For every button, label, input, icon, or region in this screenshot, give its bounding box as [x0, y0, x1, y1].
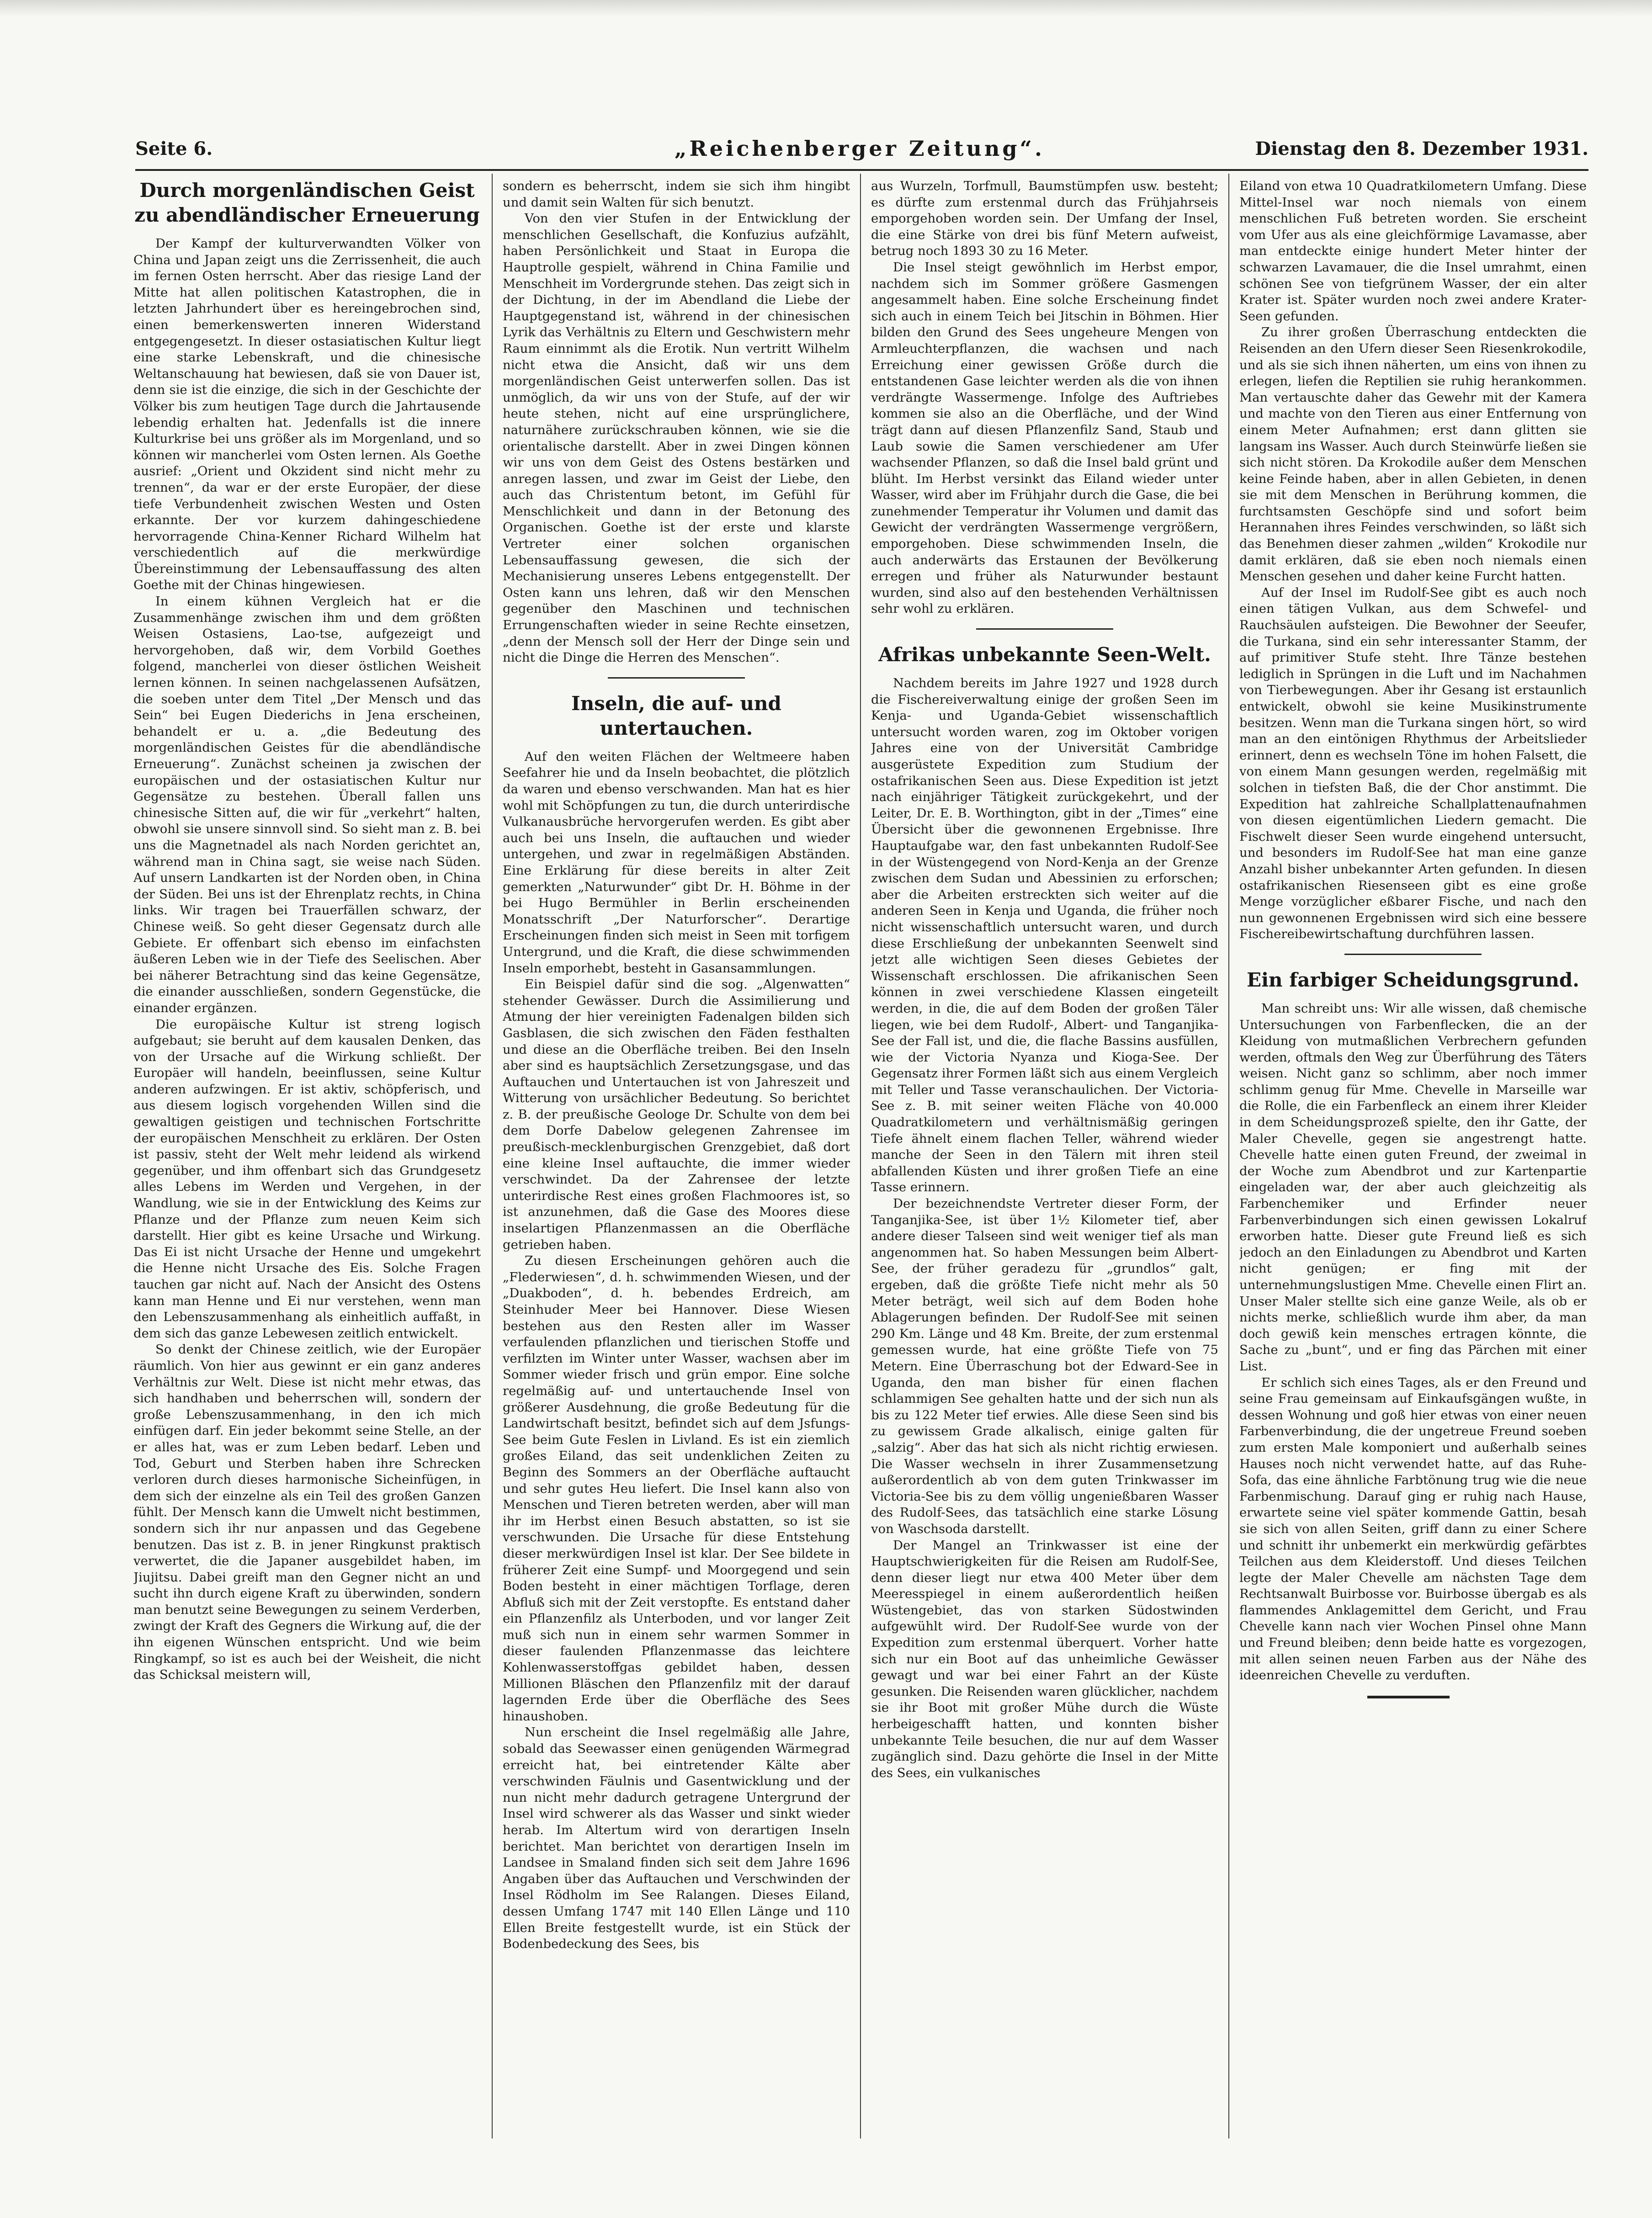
article-paragraph: aus Wurzeln, Torfmull, Baumstümpfen usw. besteht; es dürfte zum erstenmal durch das Frühjahrseis emporgehoben worden sein. Der Umfang der Insel, die eine Stärke von drei bis fünf Metern aufweist, betrug noch 1893 30 zu 16 Meter. [871, 179, 1218, 259]
scan-edge [0, 0, 1652, 16]
page-header [135, 133, 1588, 170]
column-divider [860, 174, 861, 2138]
article-title: Ein farbiger Scheidungsgrund. [1247, 968, 1579, 991]
article-paragraph: Nun erscheint die Insel regelmäßig alle Jahre, sobald das Seewasser einen genügenden Wärmegrad erreicht hat, bei eintretender Kälte aber verschwinden Fäulnis und Gasentwicklung und der nun nicht mehr dadurch getragene Untergrund der Insel wird schwerer als das Wasser und sinkt wieder herab. Im Altertum wird von derartigen Inseln berichtet. Man berichtet von derartigen Inseln im Landsee in Smaland finden sich seit dem Jahre 1696 Angaben über das Auftauchen und Verschwinden der Insel Rödholm im See Ralangen. Dieses Eiland, dessen Umfang 1747 mit 140 Ellen Länge und 110 Ellen Breite festgestellt wurde, ist ein Stück der Bodenbedeckung des Sees, bis [503, 1725, 850, 1952]
article-paragraph: Von den vier Stufen in der Entwicklung der menschlichen Gesellschaft, die Konfuzius aufzählt, haben Persönlichkeit und Staat in Europa die Hauptrolle gespielt, während in China Familie und Menschheit im Vordergrunde stehen. Das zeigt sich in der Dichtung, in der im Abendland die Liebe der Hauptgegenstand ist, während in der chinesischen Lyrik das Verhältnis zu Eltern und Geschwistern mehr Raum einnimmt als die Erotik. Nun vertritt Wilhelm nicht etwa die Ansicht, daß wir uns dem morgenländischen Geist unterwerfen sollen. Das ist unmöglich, da wir uns von der Stufe, auf der wir heute stehen, nicht auf eine ursprünglichere, naturnähere zurückschrauben können, wie sie die orientalische darstellt. Aber in zwei Dingen können wir uns von dem Geist des Ostens bestärken und anregen lassen, und zwar im Geist der Liebe, den auch das Christentum betont, im Gefühl für Menschlichkeit und dann in der Betonung des Organischen. Goethe ist der erste und klarste Vertreter einer solchen organischen Lebensauffassung gewesen, die sich der Mechanisierung unseres Lebens entgegenstellt. Der Osten kann uns lehren, daß wir den Menschen gegenüber den Maschinen und technischen Errungenschaften wieder in seine Rechte einsetzen, „denn der Mensch soll der Herr der Dinge sein und nicht die Dinge die Herren des Menschen“. [503, 211, 850, 665]
article-paragraph: Der Mangel an Trinkwasser ist eine der Hauptschwierigkeiten für die Reisen am Rudolf-See, denn dieser liegt nur etwa 400 Meter über dem Meeresspiegel in einem außerordentlich heißen Wüstengebiet, das von starken Südostwinden aufgewühlt wird. Der Rudolf-See wurde von der Expedition zum erstenmal überquert. Vorher hatte sich nur ein Boot auf das unheimliche Gewässer gewagt und war bei einer Fahrt an der Küste gesunken. Die Reisenden waren glücklicher, nachdem sie ihr Boot mit großer Mühe durch die Wüste herbeigeschafft hatten, und konnten bisher unbekannte Teile besuchen, die nur auf dem Wasser zugänglich sind. Dazu gehörte die Insel in der Mitte des Sees, ein vulkanisches [871, 1538, 1218, 1780]
article-paragraph: Auf den weiten Flächen der Weltmeere haben Seefahrer hie und da Inseln beobachtet, die plötzlich da waren und ebenso verschwanden. Man hat es hier wohl mit Schöpfungen zu tun, die durch unterirdische Vulkanausbrüche hervorgerufen werden. Es gibt aber auch bei uns Inseln, die auftauchen und wieder untergehen, und zwar in regelmäßigen Abständen. Eine Erklärung für diese bereits in alter Zeit gemerkten „Naturwunder“ gibt Dr. H. Böhme in der bei Hugo Bermühler in Berlin erscheinenden Monatsschrift „Der Naturforscher“. Derartige Erscheinungen finden sich meist in Seen mit torfigem Untergrund, und die Kraft, die diese schwimmenden Inseln emporhebt, besteht in Gasansammlungen. [503, 749, 850, 976]
article-paragraph: Man schreibt uns: Wir alle wissen, daß chemische Untersuchungen von Farbenflecken, die an der Kleidung von mutmaßlichen Verbrechern gefunden werden, oftmals den Weg zur Überführung des Täters weisen. Nicht ganz so schlimm, aber noch immer schlimm genug für Mme. Chevelle in Marseille war die Rolle, die ein Farbenfleck an einem ihrer Kleider in dem Scheidungsprozeß spielte, den ihr Gatte, der Maler Chevelle, gegen sie angestrengt hatte. Chevelle hatte einen guten Freund, der zweimal in der Woche zum Abendbrot und zur Kartenpartie eingeladen war, der aber auch gleichzeitig als Farbenchemiker und Erfinder neuer Farbenverbindungen sich einen gewissen Lokalruf erworben hatte. Dieser gute Freund ließ es sich jedoch an den Einladungen zu Abendbrot und Karten nicht genügen; er fing mit der unternehmungslustigen Mme. Chevelle einen Flirt an. Unser Maler stellte sich eine ganze Weile, als ob er nichts merke, schließlich wurde ihm aber, da man doch gewiß kein mensches ertragen könnte, die Sache zu „bunt“, und er fing das Pärchen mit einer List. [1239, 1001, 1587, 1374]
article-paragraph: In einem kühnen Vergleich hat er die Zusammenhänge zwischen ihm und dem größten Weisen Ostasiens, Lao-tse, aufgezeigt und hervorgehoben, daß wir, dem Vorbild Goethes folgend, mancherlei von dieser östlichen Weisheit lernen können. In seinen nachgelassenen Aufsätzen, die soeben unter dem Titel „Der Mensch und das Sein“ bei Eugen Diederichs in Jena erscheinen, behandelt er u. a. „die Bedeutung des morgenländischen Geistes für die abendländische Erneuerung“. Zunächst scheinen ja zwischen der europäischen und der ostasiatischen Kultur nur Gegensätze zu bestehen. Überall fallen uns chinesische Sitten auf, die wir für „verkehrt“ halten, obwohl sie unsere sinnvoll sind. So sieht man z. B. bei uns die Magnetnadel als nach Norden gerichtet an, während man in China sagt, sie weise nach Süden. Auf unsern Landkarten ist der Norden oben, in China der Süden. Bei uns ist der Ehrenplatz rechts, in China links. Wir tragen bei Trauerfällen schwarz, der Chinese weiß. So geht dieser Gegensatz durch alle Gebiete. Er offenbart sich ebenso im einfachsten äußeren Leben wie in der Tiefe des Seelischen. Aber bei näherer Betrachtung sind das keine Gegensätze, die einander ausschließen, sondern Gegenstücke, die einander ergänzen. [133, 594, 481, 1015]
header-rule [135, 169, 1588, 171]
article-separator [976, 628, 1113, 630]
article-title: Afrikas unbekannte Seen-Welt. [878, 643, 1211, 666]
page-number: Seite 6. [135, 138, 213, 159]
article-paragraph: Die Insel steigt gewöhnlich im Herbst empor, nachdem sich im Sommer größere Gasmengen angesammelt haben. Eine solche Erscheinung findet sich auch in einem Teich bei Jitschin in Böhmen. Hier bilden den Grund des Sees ungeheure Mengen von Armleuchterpflanzen, die wachsen und nach Erreichung einer gewissen Größe durch die entstandenen Gase leichter werden als die von ihnen verdrängte Wassermenge. Infolge des Auftriebes kommen sie also an die Oberfläche, und der Wind trägt dann auf diesen Pflanzenfilz Sand, Staub und Laub sowie die Samen verschiedener am Ufer wachsender Pflanzen, so daß die Insel bald grünt und blüht. Im Herbst versinkt das Eiland wieder unter Wasser, wird aber im Frühjahr durch die Gase, die bei zunehmender Temperatur ihr Volumen und damit das Gewicht der verdrängten Wassermenge vergrößern, emporgehoben. Diese schwimmenden Inseln, die auch anderwärts das Erstaunen der Bevölkerung erregen und früher als Naturwunder bestaunt wurden, sind also auf den bestehenden Verhältnissen sehr wohl zu erklären. [871, 260, 1218, 616]
end-mark [1367, 1696, 1450, 1698]
article-separator [608, 677, 745, 679]
article-paragraph: Ein Beispiel dafür sind die sog. „Algenwatten“ stehender Gewässer. Durch die Assimilierung und Atmung der hier vereinigten Fadenalgen bilden sich Gasblasen, die sich zwischen den Fäden festhalten und diese an die Oberfläche treiben. Bei den Inseln aber sind es hauptsächlich Zersetzungsgase, und das Auftauchen und Untertauchen ist von Jahreszeit und Witterung von ursächlicher Bedeutung. So berichtet z. B. der preußische Geologe Dr. Schulte von dem bei dem Dorfe Dabelow gelegenen Zahrensee im preußisch-mecklenburgischen Grenzgebiet, daß dort eine kleine Insel auftauchte, die immer wieder verschwindet. Da der Zahrensee der letzte unterirdische Rest eines großen Flachmoores ist, so ist anzunehmen, daß die Gase des Moores diese inselartigen Pflanzenmassen an die Oberfläche getrieben haben. [503, 977, 850, 1252]
article-paragraph: Zu ihrer großen Überraschung entdeckten die Reisenden an den Ufern dieser Seen Riesenkrokodile, und als sie sich ihnen näherten, um eins von ihnen zu erlegen, liefen die Reptilien sie ruhig herankommen. Man vertauschte daher das Gewehr mit der Kamera und machte von den Tieren aus einer Entfernung von einem Meter Aufnahmen; erst dann glitten sie langsam ins Wasser. Auch durch Steinwürfe ließen sie sich nicht stören. Da Krokodile außer dem Menschen keine Feinde haben, aber in allen Gebieten, in denen sie mit dem Menschen in Berührung kommen, die furchtsamsten Geschöpfe sind und sofort beim Herannahen ihres Feindes verschwinden, so läßt sich das Benehmen dieser zahmen „wilden“ Krokodile nur damit erklären, daß sie eben noch niemals einen Menschen gesehen und daher keine Furcht hatten. [1239, 325, 1587, 584]
article-paragraph: Auf der Insel im Rudolf-See gibt es auch noch einen tätigen Vulkan, aus dem Schwefel- und Rauchsäulen aufsteigen. Die Bewohner der Seeufer, die Turkana, sind ein sehr interessanter Stamm, der auf primitiver Stufe steht. Ihre Tänze bestehen lediglich in Sprüngen in die Luft und im Nachahmen von Tierbewegungen. Aber ihr Gesang ist erstaunlich entwickelt, obwohl sie keine Musikinstrumente besitzen. Wenn man die Turkana singen hört, so wird man an den eintönigen Rhythmus der Arbeitslieder erinnert, denn es wechseln Töne im hohen Falsett, die von einem Mann gesungen werden, regelmäßig mit solchen in tiefsten Baß, die der Chor anstimmt. Die Expedition hat zahlreiche Schallplattenaufnahmen von diesen eigentümlichen Liedern gemacht. Die Fischwelt dieser Seen wurde eingehend untersucht, und besonders im Rudolf-See hat man eine ganze Anzahl bisher unbekannter Arten gefunden. In diesen ostafrikanischen Riesenseen gibt es eine große Menge vorzüglicher eßbarer Fische, und nach den nun gewonnenen Ergebnissen wird sich eine bessere Fischereibewirtschaftung durchführen lassen. [1239, 585, 1587, 942]
article-paragraph: Zu diesen Erscheinungen gehören auch die „Flederwiesen“, d. h. schwimmenden Wiesen, und der „Duakboden“, d. h. bebendes Erdreich, am Steinhuder Meer bei Hannover. Diese Wiesen bestehen aus den Resten aller im Wasser verfaulenden pflanzlichen und tierischen Stoffe und verfilzten im Winter unter Wasser, wachsen aber im Sommer wieder frisch und grün empor. Eine solche regelmäßig auf- und untertauchende Insel von größerer Ausdehnung, die große Bedeutung für die Landwirtschaft besitzt, befindet sich auf dem Jsfungs-See beim Gute Feslen in Livland. Es ist ein ziemlich großes Eiland, das seit undenklichen Zeiten zu Beginn des Sommers an der Oberfläche auftaucht und sehr gutes Heu liefert. Die Insel kann also von Menschen und Tieren betreten werden, aber will man ihr im Herbst einen Besuch abstatten, so ist sie verschwunden. Die Ursache für diese Entstehung dieser merkwürdigen Insel ist klar. Der See bildete in früherer Zeit eine Sumpf- und Moorgegend und sein Boden besteht in einer mächtigen Torflage, deren Abfluß sich mit der Zeit verstopfte. Es entstand daher ein Pflanzenfilz als Unterboden, und vor langer Zeit muß sich nun in einem sehr warmen Sommer in dieser faulenden Pflanzenmasse das leichtere Kohlenwasserstoffgas gebildet haben, dessen Millionen Bläschen den Pflanzenfilz mit der darauf lagernden Erde über die Oberfläche des Sees hinaushoben. [503, 1253, 850, 1724]
masthead-title: „Reichenberger Zeitung“. [675, 136, 1045, 161]
article-paragraph: Er schlich sich eines Tages, als er den Freund und seine Frau gemeinsam auf Einkaufsgängen wußte, in dessen Wohnung und goß hier etwas von einer neuen Farbenverbindung, die der ungetreue Freund soeben zum ersten Male komponiert und außerhalb seines Hauses noch nicht verwendet hatte, auf das Ruhe-Sofa, das eine ähnliche Farbtönung trug wie die neue Farbenmischung. Darauf ging er ruhig nach Hause, erwartete seine viel später kommende Gattin, besah sie sich von allen Seiten, griff dann zu einer Schere und schnitt ihr unbemerkt ein merkwürdig gefärbtes Teilchen aus dem Kleiderstoff. Und dieses Teilchen legte der Maler Chevelle am nächsten Tage dem Rechtsanwalt Buirbosse vor. Buirbosse übergab es als flammendes Anklagemittel dem Gericht, und Frau Chevelle kann nach vier Wochen Pinsel ohne Mann und Freund bleiben; denn beide hatte es vorgezogen, mit allen seinen neuen Farben aus der Nähe des ideenreichen Chevelle zu verduften. [1239, 1375, 1587, 1683]
article-paragraph: Der bezeichnendste Vertreter dieser Form, der Tanganjika-See, ist über 1½ Kilometer tief, aber andere dieser Talseen sind weit weniger tief als man angenommen hat. So haben Messungen beim Albert-See, der früher geradezu für „grundlos“ galt, ergeben, daß die größte Tiefe nicht mehr als 50 Meter beträgt, weil sich auf dem Boden hohe Ablagerungen befinden. Der Rudolf-See mit seinen 290 Km. Länge und 48 Km. Breite, der zum erstenmal gemessen wurde, hat eine größte Tiefe von 75 Metern. Eine Überraschung bot der Edward-See in Uganda, den man bisher für einen flachen schlammigen See gehalten hatte und der sich nun als bis zu 122 Meter tief erwies. Alle diese Seen sind bis zu gewissem Grade alkalisch, einige galten für „salzig“. Aber das hat sich als nicht richtig erwiesen. Die Wasser wechseln in ihrer Zusammensetzung außerordentlich ab von dem guten Trinkwasser im Victoria-See bis zu dem völlig ungenießbaren Wasser des Rudolf-Sees, das tatsächlich eine starke Lösung von Waschsoda darstellt. [871, 1196, 1218, 1536]
column-4 [1239, 178, 1587, 2143]
article-paragraph: Eiland von etwa 10 Quadratkilometern Umfang. Diese Mittel-Insel war noch niemals von einem menschlichen Fuß betreten worden. Sie erscheint vom Ufer aus als eine gleichförmige Lavamasse, aber man entdeckte einige hundert Meter hinter der schwarzen Lavamauer, die die Insel umrahmt, einen schönen See von tiefgrünem Wasser, der ein alter Krater ist. Später wurden noch zwei andere Krater-Seen gefunden. [1239, 179, 1587, 324]
article-title: Inseln, die auf- und untertauchen. [571, 692, 781, 739]
article-paragraph: Der Kampf der kulturverwandten Völker von China und Japan zeigt uns die Zerrissenheit, die auch im fernen Osten herrscht. Aber das riesige Land der Mitte hat allen politischen Katastrophen, die in letzten Jahrhundert über es hereingebrochen sind, einen bemerkenswerten inneren Widerstand entgegengesetzt. In dieser ostasiatischen Kultur liegt eine starke Lebenskraft, und die chinesische Weltanschauung hat bewiesen, daß sie von Dauer ist, denn sie ist die einzige, die sich in der Geschichte der Völker bis zum heutigen Tage durch die Jahrtausende lebendig erhalten hat. Jedenfalls ist die innere Kulturkrise bei uns größer als im Morgenland, und so können wir mancherlei vom Osten lernen. Als Goethe ausrief: „Orient und Okzident sind nicht mehr zu trennen“, da war er der erste Europäer, der diese tiefe Verbundenheit zwischen Westen und Osten erkannte. Der vor kurzem dahingeschiedene hervorragende China-Kenner Richard Wilhelm hat verschiedentlich auf die merkwürdige Übereinstimmung der Lebensauffassung des alten Goethe mit der Chinas hingewiesen. [133, 236, 481, 593]
column-1 [133, 178, 481, 2143]
article-paragraph: So denkt der Chinese zeitlich, wie der Europäer räumlich. Von hier aus gewinnt er ein ganz anderes Verhältnis zur Welt. Diese ist nicht mehr etwas, das sich handhaben und beherrschen will, sondern der große Lebenszusammenhang, in den ich mich einfügen darf. Ein jeder bekommt seine Stelle, an der er alles hat, was er zum Leben bedarf. Leben und Tod, Geburt und Sterben haben ihre Schrecken verloren durch dieses harmonische Sicheinfügen, in dem sich der einzelne als ein Teil des großen Ganzen fühlt. Der Mensch kann die Umwelt nicht bestimmen, sondern sich ihr nur anpassen und das Gegebene benutzen. Das ist z. B. in jener Ringkunst praktisch verwertet, die die Japaner ausgebildet haben, im Jiujitsu. Dabei greift man den Gegner nicht an und sucht ihn durch eigene Kraft zu überwinden, sondern man benutzt seine Bewegungen zu seinem Verderben, zwingt der Kraft des Gegners die Wirkung auf, die der ihn eigenen Wünschen entspricht. Und wie beim Ringkampf, so ist es auch bei der Weisheit, die nicht das Schicksal meistern will, [133, 1342, 481, 1682]
issue-date: Dienstag den 8. Dezember 1931. [1255, 138, 1588, 159]
column-3 [871, 178, 1218, 2143]
article-paragraph: sondern es beherrscht, indem sie sich ihm hingibt und damit sein Walten für sich benutzt. [503, 179, 850, 210]
article-separator [1344, 954, 1482, 955]
article-title: Durch morgenländischen Geist zu abendländischer Erneuerung [134, 179, 480, 226]
column-divider [492, 174, 493, 2138]
article-paragraph: Nachdem bereits im Jahre 1927 und 1928 durch die Fischereiverwaltung einige der großen Seen im Kenja- und Uganda-Gebiet wissenschaftlich untersucht worden waren, zog im Oktober vorigen Jahres eine von der Universität Cambridge ausgerüstete Expedition zum Studium der ostafrikanischen Seen aus. Diese Expedition ist jetzt nach einjähriger Tätigkeit zurückgekehrt, und der Leiter, Dr. E. B. Worthington, gibt in der „Times“ eine Übersicht über die gewonnenen Ergebnisse. Ihre Hauptaufgabe war, den fast unbekannten Rudolf-See in der Wüstengegend von Nord-Kenja an der Grenze zwischen dem Sudan und Abessinien zu erforschen; aber die Arbeiten erstreckten sich weiter auf die anderen Seen in Kenja und Uganda, die früher noch nicht wissenschaftlich untersucht waren, und durch diese Erschließung der unbekannten Seenwelt sind jetzt alle wichtigen Seen dieses Gebietes der Wissenschaft erschlossen. Die afrikanischen Seen können in zwei verschiedene Klassen eingeteilt werden, in die, die auf dem Boden der großen Täler liegen, wie bei dem Rudolf-, Albert- und Tanganjika-See der Fall ist, und die, die flache Bassins ausfüllen, wie der Victoria Nyanza und Kioga-See. Der Gegensatz ihrer Formen läßt sich aus einem Vergleich mit Teller und Tasse veranschaulichen. Der Victoria-See z. B. mit seiner weiten Fläche von 40.000 Quadratkilometern und verhältnismäßig geringen Tiefe ähnelt einem flachen Teller, während wieder manche der Seen in den Tälern mit ihren steil abfallenden Küsten und ihrer großen Tiefe an eine Tasse erinnern. [871, 676, 1218, 1195]
column-2 [503, 178, 850, 2143]
column-divider [1228, 174, 1229, 2138]
article-paragraph: Die europäische Kultur ist streng logisch aufgebaut; sie beruht auf dem kausalen Denken, das von der Ursache auf die Wirkung schließt. Der Europäer will handeln, beeinflussen, seine Kultur anderen aufzwingen. Er ist aktiv, schöpferisch, und aus diesem logisch vorgehenden Willen sind die gewaltigen geistigen und technischen Fortschritte der europäischen Menschheit zu erklären. Der Osten ist passiv, steht der Welt mehr leidend als wirkend gegenüber, und ihm offenbart sich das Grundgesetz alles Lebens im Werden und Vergehen, in der Wandlung, wie sie in der Entwicklung des Keims zur Pflanze und der Pflanze zum neuen Keim sich darstellt. Hier gibt es keine Ursache und Wirkung. Das Ei ist nicht Ursache der Henne und umgekehrt die Henne nicht Ursache des Eis. Solche Fragen tauchen gar nicht auf. Nach der Ansicht des Ostens kann man Henne und Ei nur verstehen, wenn man den Lebenszusammenhang als einheitlich auffaßt, in dem sich das ganze Lebewesen zeitlich entwickelt. [133, 1017, 481, 1341]
